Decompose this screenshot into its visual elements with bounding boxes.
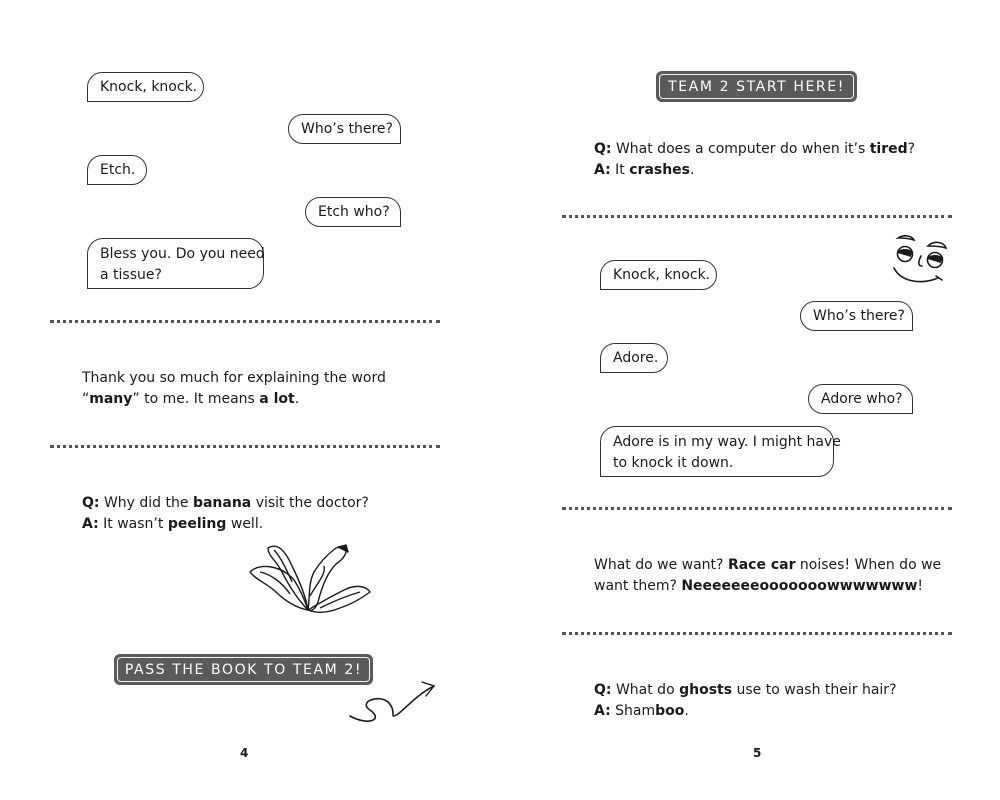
question-line: Q: What do ghosts use to wash their hair?	[594, 682, 897, 698]
page-number: 5	[753, 746, 762, 760]
dotted-divider	[50, 320, 440, 323]
question-line: Q: Why did the banana visit the doctor?	[82, 495, 369, 511]
pass-book-banner	[114, 654, 373, 685]
smiley-face-icon	[888, 232, 952, 286]
joke-line: Thank you so much for explaining the word	[82, 370, 386, 386]
joke-line: want them? Neeeeeeeooooooowwwwwww!	[594, 578, 924, 594]
answer-line: A: It crashes.	[594, 162, 695, 178]
bubble-line: to knock it down.	[613, 455, 734, 471]
speech-bubble	[600, 426, 841, 477]
bubble-line: Adore is in my way. I might have	[613, 434, 841, 450]
bubble-line: Bless you. Do you need	[100, 246, 265, 262]
dotted-divider	[562, 632, 952, 635]
joke-race-car	[594, 555, 941, 597]
answer-line: A: Shamboo.	[594, 703, 689, 719]
speech-bubble	[87, 238, 264, 289]
team-2-banner	[656, 71, 857, 102]
speech-bubble: Who’s there?	[288, 114, 401, 144]
joke-line: “many” to me. It means a lot.	[82, 391, 300, 407]
joke-computer	[594, 139, 915, 181]
banner-text: PASS THE BOOK TO TEAM 2!	[117, 657, 370, 682]
page-number: 4	[240, 746, 249, 760]
speech-bubble: Etch.	[87, 155, 147, 185]
dotted-divider	[562, 507, 952, 510]
joke-banana	[82, 493, 369, 535]
joke-line: What do we want? Race car noises! When do we	[594, 557, 942, 573]
joke-many	[82, 368, 386, 410]
speech-bubble: Who’s there?	[800, 301, 913, 331]
dotted-divider	[562, 215, 952, 218]
answer-line: A: It wasn’t peeling well.	[82, 516, 264, 532]
banana-peel-icon	[248, 542, 372, 614]
question-line: Q: What does a computer do when it’s tired?	[594, 141, 916, 157]
speech-bubble: Etch who?	[305, 197, 401, 227]
bubble-line: a tissue?	[100, 267, 162, 283]
banner-text: TEAM 2 START HERE!	[659, 74, 854, 99]
right-page	[500, 0, 1000, 800]
squiggle-arrow-icon	[348, 680, 438, 724]
speech-bubble: Knock, knock.	[87, 72, 204, 102]
speech-bubble: Adore who?	[808, 384, 913, 414]
joke-ghost	[594, 680, 897, 722]
dotted-divider	[50, 445, 440, 448]
speech-bubble: Adore.	[600, 343, 668, 373]
speech-bubble: Knock, knock.	[600, 260, 717, 290]
